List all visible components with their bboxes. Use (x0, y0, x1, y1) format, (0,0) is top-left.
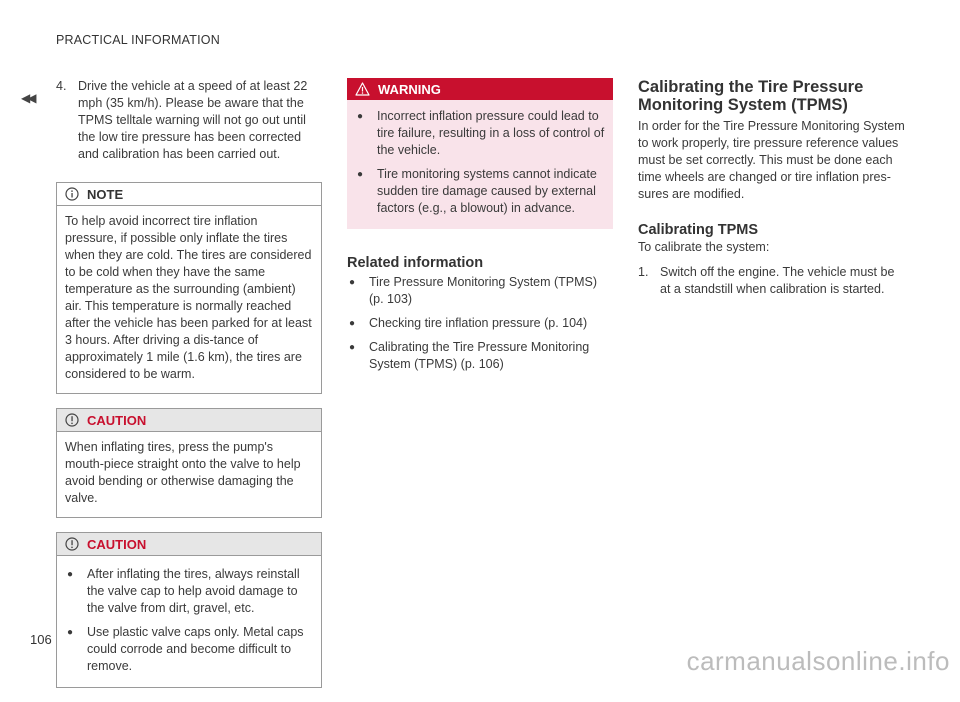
caution-header-2 (57, 533, 321, 556)
note-label: NOTE (87, 186, 124, 202)
section-title: Calibrating the Tire Pressure Monitoring System (TPMS) (638, 78, 864, 114)
previous-page-icon[interactable]: ◀◀ (21, 91, 34, 105)
related-heading: Related information (347, 255, 484, 271)
warning-header (347, 78, 613, 100)
lead-text: To calibrate the system: (638, 240, 770, 254)
column-left (56, 78, 322, 702)
page-number: 106 (30, 632, 52, 647)
warning-label: WARNING (378, 81, 441, 97)
caution-label-1: CAUTION (87, 412, 147, 428)
warning-list (355, 108, 605, 217)
list-item: ● Incorrect inflation pressure could lead to tire failure, resulting in a loss of control of the vehicle. (357, 109, 605, 157)
note-text: To help avoid incorrect tire inflation pressure, if possible only inflate the tires when they are cold. The tires are considered to be cold when they have the same temperature as the surrounding (ambient) air. This temperature is normally reached after the vehicle has been parked for at least 3 hours. After driving a dis-tance of approximately 1 mile (1.6 km), the tires are considered to be warm. (65, 214, 312, 381)
subheading: Calibrating TPMS (638, 222, 759, 238)
step-text: Drive the vehicle at a speed of at least 22 mph (35 km/h). Please be aware that the TPMS telltale warning will not go out until the low tire pressure has been corrected and calibration has been carried out. (78, 79, 308, 161)
related-list (347, 274, 613, 373)
caution-box-2 (56, 532, 322, 688)
related-link[interactable]: ● Tire Pressure Monitoring System (TPMS) (p. 103) (349, 275, 598, 306)
running-header: PRACTICAL INFORMATION (56, 33, 220, 47)
column-middle (347, 78, 613, 373)
bullet-icon: ● (357, 169, 364, 180)
step-number: 4. (56, 79, 67, 93)
watermark: carmanualsonline.info (686, 646, 950, 676)
caution-box-1 (56, 408, 322, 518)
list-item: ● Use plastic valve caps only. Metal caps could corrode and become difficult to remove. (67, 625, 304, 673)
bullet-icon: ● (67, 627, 74, 638)
list-item: ● Tire monitoring systems cannot indicate sudden tire damage caused by external factors (e.g., a blowout) in advance. (357, 167, 597, 215)
warning-box (347, 78, 613, 229)
related-information (347, 255, 613, 373)
step-number: 1. (638, 265, 649, 279)
related-link[interactable]: ● Calibrating the Tire Pressure Monitoring System (TPMS) (p. 106) (349, 340, 590, 371)
step-1 (638, 264, 908, 298)
caution-label-2: CAUTION (87, 536, 147, 552)
intro-paragraph: In order for the Tire Pressure Monitoring System to work properly, tire pressure reference values must be set correctly. This must be done each time wheels are changed or tire inflation pres-sures are modified. (638, 119, 905, 201)
bullet-icon: ● (349, 277, 356, 288)
note-header (57, 183, 321, 206)
warning-triangle-icon (355, 82, 370, 96)
bullet-icon: ● (357, 111, 364, 122)
caution-header-1 (57, 409, 321, 432)
bullet-icon: ● (349, 318, 356, 329)
caution-body-2 (57, 556, 321, 687)
column-right (638, 78, 908, 298)
caution-text-1: When inflating tires, press the pump's mouth-piece straight onto the valve to help avoid bending or otherwise damaging the valve. (65, 440, 301, 505)
bullet-icon: ● (349, 342, 356, 353)
step-text: Switch off the engine. The vehicle must be at a standstill when calibration is started. (660, 265, 895, 296)
note-box (56, 182, 322, 394)
related-link[interactable]: ● Checking tire inflation pressure (p. 104) (349, 316, 588, 330)
info-icon (65, 187, 79, 201)
bullet-icon: ● (67, 569, 74, 580)
step-4 (56, 78, 322, 163)
exclamation-icon (65, 413, 79, 427)
caution-list (65, 566, 313, 675)
exclamation-icon (65, 537, 79, 551)
warning-body (347, 100, 613, 229)
list-item: ● After inflating the tires, always reinstall the valve cap to help avoid damage to the valve from dirt, gravel, etc. (67, 567, 300, 615)
